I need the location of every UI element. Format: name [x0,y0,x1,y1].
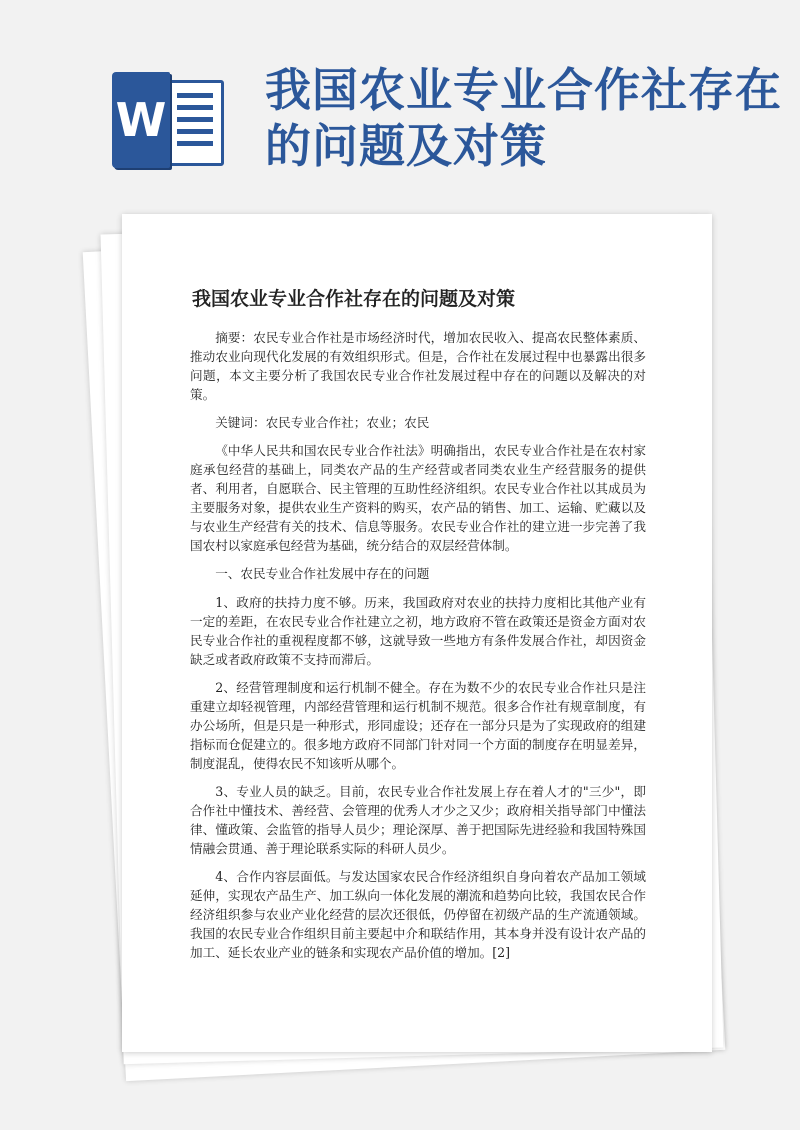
section-heading: 一、农民专业合作社发展中存在的问题 [215,566,430,581]
microsoft-word-icon [112,72,222,168]
document-page[interactable] [122,214,712,1052]
point-2-paragraph: 2、经营管理制度和运行机制不健全。存在为数不少的农民专业合作社只是注重建立却轻视管理，内部经营管理和运行机制不规范。很多合作社有规章制度，有办公场所，但是只是一种形式，形同虚设；还存在一部分只是为了实现政府的组建指标而仓促建立的。很多地方政府不同部门针对同一个方面的制度存在明显差异，制度混乱，使得农民不知该听从哪个。 [190,680,646,771]
point-4-paragraph: 4、合作内容层面低。与发达国家农民合作经济组织自身向着农产品加工领域延伸，实现农产品生产、加工纵向一体化发展的潮流和趋势向比较，我国农民合作经济组织参与农业产业化经营的层次还很低，仍停留在初级产品的生产流通领域。我国的农民专业合作组织目前主要起中介和联结作用，其本身并没有设计农产品的加工、延长农业产业的链条和实现农产品价值的增加。[2] [190,869,646,960]
word-letter-badge: W [112,72,170,168]
document-title: 我国农业专业合作社存在的问题及对策 [192,288,516,310]
banner-title: 我国农业专业合作社存在的问题及对策 [265,63,782,173]
intro-paragraph: 《中华人民共和国农民专业合作社法》明确指出，农民专业合作社是在农村家庭承包经营的基础上，同类农产品的生产经营或者同类农业生产经营服务的提供者、利用者，自愿联合、民主管理的互助性经济组织。农民专业合作社以其成员为主要服务对象，提供农业生产资料的购买，农产品的销售、加工、运输、贮藏以及与农业生产经营有关的技术、信息等服务。农民专业合作社的建立进一步完善了我国农村以家庭承包经营为基础，统分结合的双层经营体制。 [190,443,646,553]
point-1-paragraph: 1、政府的扶持力度不够。历来，我国政府对农业的扶持力度相比其他产业有一定的差距，在农民专业合作社建立之初，地方政府不管在政策还是资金方面对农民专业合作社的重视程度都不够，这就导致一些地方有条件发展合作社，却因资金缺乏或者政府政策不支持而滞后。 [190,595,646,667]
abstract-paragraph: 摘要：农民专业合作社是市场经济时代，增加农民收入、提高农民整体素质、推动农业向现代化发展的有效组织形式。但是，合作社在发展过程中也暴露出很多问题，本文主要分析了我国农民专业合作社发展过程中存在的问题以及解决的对策。 [190,330,646,402]
header-banner [0,0,800,200]
keywords-paragraph: 关键词：农民专业合作社；农业；农民 [215,415,430,430]
document-body [190,328,646,971]
point-3-paragraph: 3、专业人员的缺乏。目前，农民专业合作社发展上存在着人才的"三少"，即合作社中懂技术、善经营、会管理的优秀人才少之又少；政府相关指导部门中懂法律、懂政策、会监管的指导人员少；理论深厚、善于把国际先进经验和我国特殊国情融会贯通、善于理论联系实际的科研人员少。 [190,784,646,856]
